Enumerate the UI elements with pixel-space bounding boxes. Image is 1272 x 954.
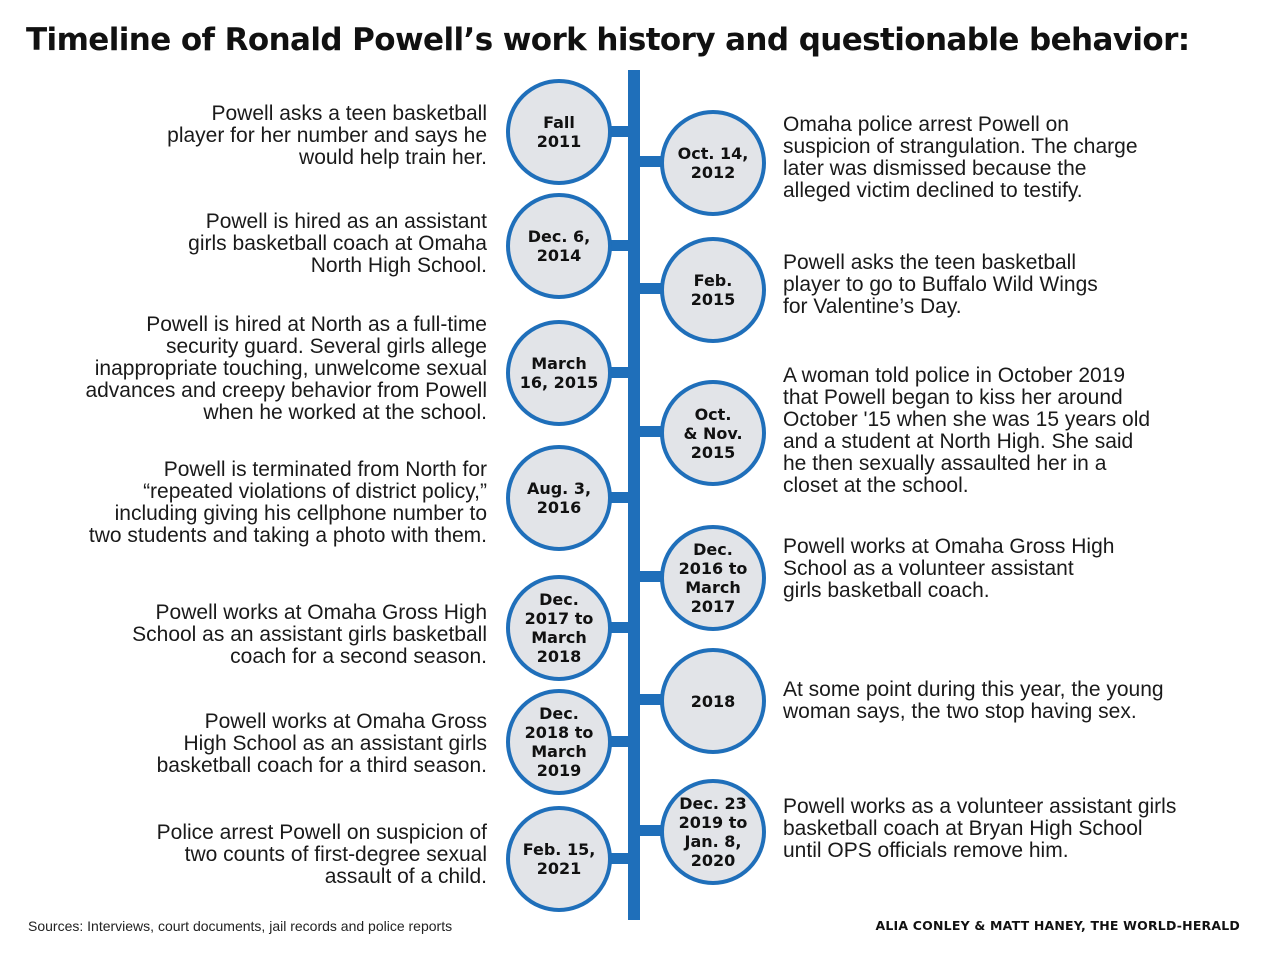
- timeline-event-text: Powell is hired at North as a full-time security guard. Several girls allege inappropriate touching, unwelcome sexual advances and creepy behavior from Powell when he worked at the school.: [85, 313, 487, 424]
- timeline-event-text: Powell works at Omaha Gross High School as an assistant girls basketball coach for a third season.: [156, 710, 487, 777]
- timeline-connector: [610, 126, 634, 137]
- page-title: Timeline of Ronald Powell’s work history and questionable behavior:: [26, 22, 1190, 58]
- timeline-date-circle: March 16, 2015: [506, 320, 612, 426]
- timeline-event-text: At some point during this year, the young woman says, the two stop having sex.: [783, 678, 1164, 723]
- timeline-date-circle: Fall 2011: [506, 79, 612, 185]
- timeline-date-circle: Dec. 6, 2014: [506, 193, 612, 299]
- timeline-date-circle: Oct. 14, 2012: [660, 110, 766, 216]
- timeline-event-text: Police arrest Powell on suspicion of two counts of first-degree sexual assault of a child.: [156, 821, 487, 888]
- timeline-event-text: A woman told police in October 2019 that Powell began to kiss her around October '15 when she was 15 years old and a student at North High. She said he then sexually assaulted her in a closet at the school.: [783, 364, 1151, 497]
- timeline-event-text: Omaha police arrest Powell on suspicion of strangulation. The charge later was dismissed because the alleged victim declined to testify.: [783, 113, 1138, 202]
- timeline-connector: [610, 736, 634, 747]
- timeline-date-circle: Dec. 2018 to March 2019: [506, 689, 612, 795]
- timeline-date-circle: Feb. 15, 2021: [506, 806, 612, 912]
- sources-note: Sources: Interviews, court documents, jail records and police reports: [28, 918, 453, 934]
- timeline-event-text: Powell asks a teen basketball player for her number and says he would help train her.: [167, 102, 487, 169]
- timeline-connector: [610, 240, 634, 251]
- timeline-date-circle: Dec. 2016 to March 2017: [660, 525, 766, 631]
- timeline-date-circle: Aug. 3, 2016: [506, 445, 612, 551]
- timeline-connector: [610, 622, 634, 633]
- timeline-connector: [610, 853, 634, 864]
- timeline-connector: [610, 492, 634, 503]
- timeline-event-text: Powell works as a volunteer assistant girls basketball coach at Bryan High School until OPS officials remove him.: [783, 795, 1177, 862]
- timeline-date-circle: Feb. 2015: [660, 237, 766, 343]
- timeline-date-circle: Oct. & Nov. 2015: [660, 380, 766, 486]
- timeline-event-text: Powell is terminated from North for “repeated violations of district policy,” including giving his cellphone number to two students and taking a photo with them.: [88, 458, 487, 547]
- timeline-event-text: Powell works at Omaha Gross High School as an assistant girls basketball coach for a second season.: [132, 601, 487, 668]
- timeline-connector: [610, 367, 634, 378]
- timeline-date-circle: 2018: [660, 648, 766, 754]
- credit-line: ALIA CONLEY & MATT HANEY, THE WORLD-HERALD: [875, 918, 1240, 933]
- timeline-event-text: Powell asks the teen basketball player to go to Buffalo Wild Wings for Valentine’s Day.: [783, 251, 1098, 318]
- timeline-date-circle: Dec. 23 2019 to Jan. 8, 2020: [660, 779, 766, 885]
- timeline-event-text: Powell works at Omaha Gross High School as a volunteer assistant girls basketball coach.: [783, 535, 1115, 602]
- timeline-date-circle: Dec. 2017 to March 2018: [506, 575, 612, 681]
- timeline-event-text: Powell is hired as an assistant girls basketball coach at Omaha North High School.: [188, 210, 487, 277]
